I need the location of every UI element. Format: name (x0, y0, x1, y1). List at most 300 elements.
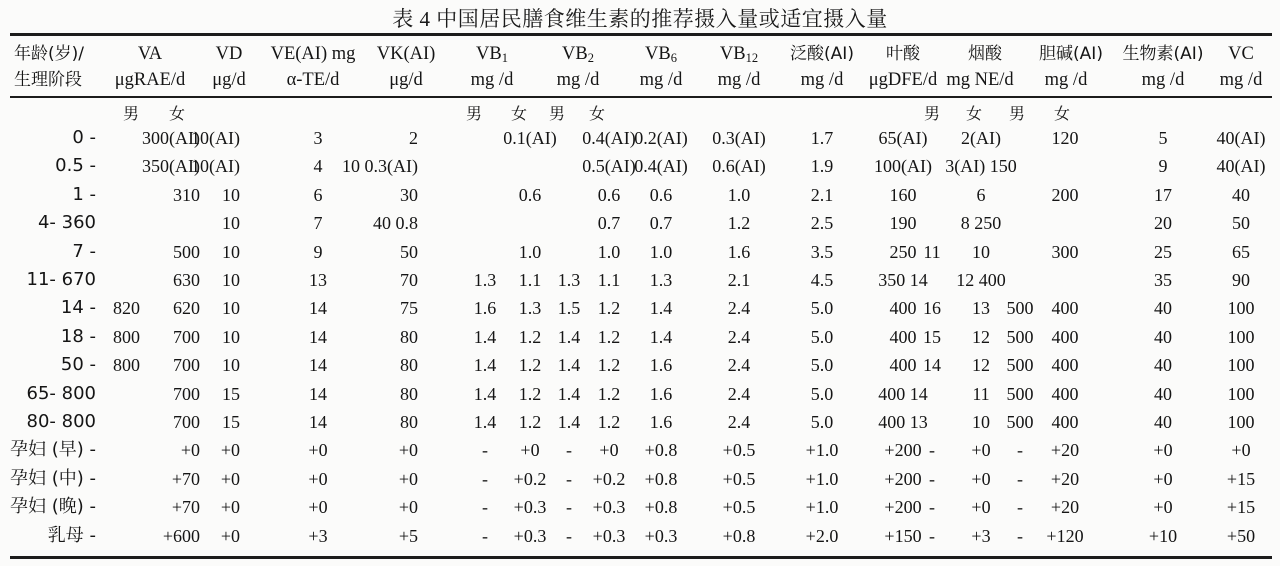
cell-vk: +0 (398, 440, 418, 461)
cell-va-f: +70 (171, 468, 200, 489)
cell-vb1-m: 1.6 (473, 298, 497, 319)
cell-vd: 15 (222, 412, 240, 432)
cell-vb2-f: 0.7 (597, 213, 621, 234)
subheader-va-female: 女 (168, 104, 186, 123)
cell-vb1-f: +0 (520, 440, 540, 461)
cell-biotin: +10 (1148, 525, 1178, 546)
cell-niacin-m: - (929, 468, 935, 489)
cell-niacin-f: 11 (972, 383, 990, 404)
cell-vk: 2 (409, 128, 418, 148)
cell-biotin: 25 (1154, 241, 1172, 262)
cell-choline-m: 500 (1006, 326, 1034, 347)
cell-vb6: +0.8 (644, 468, 678, 489)
cell-vb1-m: - (482, 525, 488, 546)
cell-biotin: +0 (1153, 468, 1173, 489)
cell-niacin-m: - (929, 497, 935, 518)
row-age-label: 7 - (72, 240, 96, 262)
header-vd-unit: μg/d (212, 70, 246, 90)
cell-vk: 70 (400, 270, 418, 290)
header-vb12-name: $VB_{12}$ (719, 44, 759, 65)
cell-vk: 50 (400, 241, 418, 262)
cell-pantothenic: +1.0 (805, 440, 839, 461)
cell-vd: 15 (222, 383, 240, 404)
cell-choline-f: 400 (1051, 355, 1079, 376)
cell-niacin-f: 13 (972, 298, 990, 319)
cell-ve: 14 (309, 326, 327, 347)
cell-vb1-m: - (482, 440, 488, 461)
cell-folate: 250 (889, 241, 917, 262)
cell-va-m: 800 (113, 326, 140, 347)
cell-vk: 80 (400, 355, 418, 376)
cell-ve: +3 (308, 525, 328, 546)
cell-folate: 400 (889, 326, 917, 347)
cell-vb2-f: 0.4(AI) (582, 128, 636, 148)
cell-vc: +15 (1226, 468, 1256, 489)
cell-vb6: +0.8 (644, 440, 678, 461)
cell-vc: 40(AI) (1216, 156, 1266, 177)
cell-vb2-f: 1.2 (597, 298, 621, 319)
header-vb6-name: $VB_6$ (645, 44, 677, 65)
cell-vb1-f: 1.3 (518, 298, 542, 319)
header-vk-name: VK(AI) (376, 44, 436, 64)
cell-vb2-m: - (566, 468, 572, 489)
cell-vb12: +0.5 (722, 440, 756, 461)
cell-choline-f: 400 (1051, 298, 1079, 319)
cell-pantothenic: +1.0 (805, 468, 839, 489)
cell-choline-f: 400 (1051, 326, 1079, 347)
cell-vb1-f: 1.1 (518, 270, 542, 290)
cell-pantothenic: 3.5 (810, 241, 834, 262)
cell-vc: 90 (1232, 270, 1250, 290)
cell-folate: +200 (884, 440, 922, 461)
row-age-label: 乳母 - (47, 524, 96, 546)
cell-ve: 9 (313, 241, 323, 262)
cell-va-f: 700 (173, 412, 200, 432)
cell-vc: 65 (1232, 241, 1250, 262)
cell-vb6: 1.4 (649, 326, 673, 347)
cell-pantothenic: +1.0 (805, 497, 839, 518)
cell-vb1-f: 1.0 (518, 241, 542, 262)
cell-choline-f: 300 (1051, 241, 1079, 262)
header-va-name: VA (137, 44, 163, 64)
cell-ve: 4 (313, 156, 323, 177)
cell-pantothenic: 1.7 (810, 128, 834, 148)
cell-va-f: 500 (173, 241, 200, 262)
cell-vb2-f: 1.2 (597, 383, 621, 404)
cell-niacin-f: 10 (972, 241, 990, 262)
subheader-niacin-male: 男 (923, 104, 941, 123)
cell-vd: 10 (222, 213, 240, 234)
cell-folate: 400 (889, 355, 917, 376)
cell-va-f: 310 (173, 184, 200, 205)
cell-niacin-m: 11 (923, 241, 941, 262)
subheader-vb2-male: 男 (548, 104, 566, 123)
cell-vc: 100 (1227, 383, 1255, 404)
cell-vc: 40(AI) (1216, 128, 1266, 148)
cell-vd: 10 (222, 270, 240, 290)
cell-ve: +0 (308, 468, 328, 489)
cell-vb6: 1.6 (649, 383, 673, 404)
cell-va-f: 700 (173, 326, 200, 347)
cell-vb12: +0.5 (722, 468, 756, 489)
header-vb2-unit: mg /d (556, 70, 600, 90)
cell-vb2-f: 1.2 (597, 355, 621, 376)
cell-va-f: +0 (180, 440, 200, 461)
row-age-label: 孕妇 (早) - (10, 439, 96, 461)
cell-va-f: +600 (162, 525, 200, 546)
cell-vd: +0 (220, 468, 240, 489)
cell-niacin-f: 12 (972, 326, 990, 347)
cell-biotin: 9 (1158, 156, 1168, 177)
cell-vd: 10 (222, 355, 240, 376)
cell-pantothenic: +2.0 (805, 525, 839, 546)
cell-vk: 10 0.3(AI) (342, 156, 418, 177)
cell-folate: 400 14 (878, 383, 928, 404)
row-age-label: 11- 670 (26, 269, 96, 290)
row-age-label: 0.5 - (55, 155, 96, 177)
cell-biotin: 40 (1154, 383, 1172, 404)
subheader-vb1-male: 男 (465, 104, 483, 123)
cell-pantothenic: 1.9 (810, 156, 834, 177)
cell-vb6: 1.6 (649, 412, 673, 432)
cell-vb12: 0.3(AI) (712, 128, 766, 148)
cell-folate: 160 (889, 184, 917, 205)
cell-pantothenic: 4.5 (810, 270, 834, 290)
row-age-label: 50 - (60, 354, 96, 376)
cell-vd: 10 (222, 326, 240, 347)
cell-vb6: 0.4(AI) (634, 156, 688, 177)
cell-vb1-f: +0.2 (513, 468, 547, 489)
cell-vc: +15 (1226, 497, 1256, 518)
row-age-label: 0 - (72, 127, 96, 148)
subheader-vb1-female: 女 (510, 104, 528, 123)
cell-ve: 6 (313, 184, 323, 205)
cell-vb12: 1.2 (727, 213, 751, 234)
cell-folate: +150 (884, 525, 922, 546)
cell-vb2-m: 1.4 (557, 355, 581, 376)
header-folate-unit: μgDFE/d (868, 70, 938, 90)
cell-choline-m: - (1017, 525, 1023, 546)
cell-vd: +0 (220, 525, 240, 546)
cell-vb2-f: +0 (599, 440, 619, 461)
row-age-label: 18 - (60, 325, 96, 347)
cell-vb6: 0.6 (649, 184, 673, 205)
cell-vk: 75 (400, 298, 418, 319)
cell-ve: 14 (309, 355, 327, 376)
cell-vb6: +0.3 (644, 525, 678, 546)
cell-folate: 100(AI) (874, 156, 932, 177)
cell-choline-f: +20 (1050, 440, 1080, 461)
cell-vc: +0 (1231, 440, 1251, 461)
cell-biotin: 20 (1154, 213, 1172, 234)
cell-vb12: 0.6(AI) (712, 156, 766, 177)
cell-choline-m: 500 (1006, 355, 1034, 376)
cell-niacin-f: 3(AI) 150 (945, 156, 1017, 177)
cell-vb1-m: 1.4 (473, 383, 497, 404)
cell-vb12: +0.8 (722, 525, 756, 546)
cell-va-f: 630 (173, 270, 200, 290)
cell-ve: 14 (309, 412, 327, 432)
subheader-vb2-female: 女 (588, 104, 606, 123)
row-age-label: 1 - (72, 183, 96, 205)
table-rule-top (10, 33, 1272, 36)
cell-vc: 100 (1227, 326, 1255, 347)
subheader-niacin-female: 女 (965, 104, 983, 123)
cell-vb1-f: 1.2 (518, 383, 542, 404)
cell-va-m: 820 (113, 298, 140, 319)
cell-vb2-f: 0.6 (597, 184, 621, 205)
cell-vb6: 1.4 (649, 298, 673, 319)
cell-vc: +50 (1226, 525, 1256, 546)
cell-va-f: 620 (173, 298, 200, 319)
subheader-va-male: 男 (122, 104, 140, 123)
header-pantothenic-name: 泛酸(AI) (790, 44, 854, 64)
cell-choline-m: - (1017, 497, 1023, 518)
header-niacin-name: 烟酸 (968, 44, 1002, 64)
cell-vb1-f: +0.3 (513, 497, 547, 518)
cell-niacin-f: 6 (976, 184, 986, 205)
cell-vb1-m: - (482, 468, 488, 489)
cell-va-f: 700 (173, 355, 200, 376)
cell-vb6: +0.8 (644, 497, 678, 518)
cell-vb12: 2.4 (727, 326, 751, 347)
cell-vc: 100 (1227, 412, 1255, 432)
header-niacin-unit: mg NE/d (946, 70, 1014, 90)
header-vb1-unit: mg /d (470, 70, 514, 90)
cell-vb1-f: +0.3 (513, 525, 547, 546)
cell-vb2-m: 1.4 (557, 383, 581, 404)
cell-pantothenic: 5.0 (810, 298, 834, 319)
cell-biotin: 40 (1154, 355, 1172, 376)
cell-va-f: 300(AI) (142, 128, 200, 148)
cell-folate: 350 14 (878, 270, 928, 290)
cell-vd: 10(AI) (191, 156, 240, 177)
cell-vb1-f: 1.2 (518, 326, 542, 347)
cell-pantothenic: 5.0 (810, 383, 834, 404)
cell-vb2-f: 1.0 (597, 241, 621, 262)
cell-vb1-m: 1.4 (473, 412, 497, 432)
header-vb12-unit: mg /d (717, 70, 761, 90)
cell-vb1-f: 0.1(AI) (503, 128, 557, 148)
cell-folate: 65(AI) (878, 128, 928, 148)
cell-vb1-m: 1.3 (473, 270, 497, 290)
header-ve-name: VE(AI) mg (270, 44, 356, 64)
cell-vc: 50 (1232, 213, 1250, 234)
cell-niacin-f: +0 (971, 468, 991, 489)
cell-niacin-m: 15 (923, 326, 941, 347)
row-age-label: 4- 360 (37, 212, 96, 234)
header-ve-unit: α-TE/d (286, 70, 340, 90)
header-biotin-name: 生物素(AI) (1122, 44, 1204, 64)
header-vb2-name: $VB_2$ (562, 44, 594, 65)
row-age-label: 孕妇 (中) - (10, 467, 96, 489)
cell-vb12: 2.4 (727, 298, 751, 319)
cell-vk: 40 0.8 (373, 213, 418, 234)
cell-biotin: 40 (1154, 326, 1172, 347)
cell-vk: 80 (400, 383, 418, 404)
cell-biotin: +0 (1153, 497, 1173, 518)
cell-ve: 13 (309, 270, 327, 290)
cell-va-f: 350(AI) (142, 156, 200, 177)
cell-vd: +0 (220, 497, 240, 518)
cell-vb2-f: 1.1 (597, 270, 621, 290)
cell-biotin: 40 (1154, 412, 1172, 432)
header-pantothenic-unit: mg /d (800, 70, 844, 90)
cell-vb6: 0.7 (649, 213, 673, 234)
header-vc-name: VC (1228, 44, 1254, 64)
cell-vk: 30 (400, 184, 418, 205)
cell-vd: 10 (222, 241, 240, 262)
cell-vb12: 2.4 (727, 383, 751, 404)
cell-niacin-f: +0 (971, 440, 991, 461)
cell-biotin: 35 (1154, 270, 1172, 290)
cell-vb2-m: 1.3 (557, 270, 581, 290)
cell-ve: 14 (309, 298, 327, 319)
cell-choline-m: 500 (1006, 298, 1034, 319)
cell-choline-f: 400 (1051, 412, 1079, 432)
cell-vk: +5 (398, 525, 418, 546)
header-vb1-name: $VB_1$ (476, 44, 508, 65)
cell-niacin-m: 16 (923, 298, 941, 319)
header-vk-unit: μg/d (389, 70, 423, 90)
cell-va-m: 800 (113, 355, 140, 376)
cell-vb12: 1.0 (727, 184, 751, 205)
cell-niacin-f: +0 (971, 497, 991, 518)
cell-choline-m: 500 (1006, 412, 1034, 432)
cell-choline-m: - (1017, 440, 1023, 461)
cell-vb2-m: 1.4 (557, 412, 581, 432)
header-vd-name: VD (215, 44, 243, 64)
cell-vb1-f: 1.2 (518, 412, 542, 432)
cell-vk: 80 (400, 326, 418, 347)
cell-niacin-f: 12 400 (956, 270, 1006, 290)
cell-ve: 14 (309, 383, 327, 404)
cell-niacin-m: - (929, 525, 935, 546)
cell-niacin-m: - (929, 440, 935, 461)
cell-vb12: 2.4 (727, 355, 751, 376)
header-choline-unit: mg /d (1044, 70, 1088, 90)
cell-vd: 10(AI) (191, 128, 240, 148)
cell-choline-m: 500 (1006, 383, 1034, 404)
cell-vk: +0 (398, 497, 418, 518)
cell-pantothenic: 2.1 (810, 184, 834, 205)
cell-choline-f: 120 (1051, 128, 1079, 148)
cell-vb6: 1.3 (649, 270, 673, 290)
header-biotin-unit: mg /d (1141, 70, 1185, 90)
header-va-unit: μgRAE/d (114, 70, 186, 90)
cell-vb1-m: 1.4 (473, 326, 497, 347)
cell-vb2-f: +0.3 (592, 497, 626, 518)
cell-vb1-m: 1.4 (473, 355, 497, 376)
cell-vb6: 1.0 (649, 241, 673, 262)
cell-vd: 10 (222, 298, 240, 319)
cell-folate: 400 13 (878, 412, 928, 432)
cell-choline-f: 400 (1051, 383, 1079, 404)
cell-pantothenic: 5.0 (810, 412, 834, 432)
table-title: 表 4 中国居民膳食维生素的推荐摄入量或适宜摄入量 (392, 7, 888, 31)
subheader-choline-male: 男 (1008, 104, 1026, 123)
cell-vb12: 2.4 (727, 412, 751, 432)
cell-pantothenic: 2.5 (810, 213, 834, 234)
cell-folate: 400 (889, 298, 917, 319)
cell-vb1-m: - (482, 497, 488, 518)
cell-vd: 10 (222, 184, 240, 205)
cell-vb6: 1.6 (649, 355, 673, 376)
header-choline-name: 胆碱(AI) (1039, 44, 1103, 64)
cell-folate: 190 (889, 213, 917, 234)
cell-va-f: 700 (173, 383, 200, 404)
cell-vb1-f: 1.2 (518, 355, 542, 376)
cell-vb12: 2.1 (727, 270, 751, 290)
header-age-line2: 生理阶段 (14, 70, 82, 90)
cell-vb2-m: - (566, 497, 572, 518)
cell-vb2-f: +0.3 (592, 525, 626, 546)
cell-va-f: +70 (171, 497, 200, 518)
cell-biotin: +0 (1153, 440, 1173, 461)
subheader-choline-female: 女 (1053, 104, 1071, 123)
cell-niacin-m: 14 (923, 355, 941, 376)
cell-vd: +0 (220, 440, 240, 461)
cell-ve: +0 (308, 497, 328, 518)
cell-vb12: +0.5 (722, 497, 756, 518)
header-vc-unit: mg /d (1219, 70, 1263, 90)
cell-vk: 80 (400, 412, 418, 432)
cell-choline-f: +20 (1050, 468, 1080, 489)
cell-ve: +0 (308, 440, 328, 461)
cell-folate: +200 (884, 468, 922, 489)
cell-ve: 3 (313, 128, 323, 148)
header-age-line1: 年龄(岁)/ (14, 44, 84, 64)
cell-vc: 100 (1227, 355, 1255, 376)
header-folate-name: 叶酸 (886, 44, 920, 64)
cell-vb6: 0.2(AI) (634, 128, 688, 148)
table-rule-bottom (10, 556, 1272, 559)
header-vb6-unit: mg /d (639, 70, 683, 90)
cell-vb2-m: 1.4 (557, 326, 581, 347)
cell-vb2-f: 0.5(AI) (582, 156, 636, 177)
cell-vc: 100 (1227, 298, 1255, 319)
cell-niacin-f: 10 (972, 412, 990, 432)
cell-vb2-m: - (566, 440, 572, 461)
cell-niacin-f: 12 (972, 355, 990, 376)
cell-ve: 7 (313, 213, 323, 234)
cell-vb2-f: 1.2 (597, 412, 621, 432)
cell-vb2-f: 1.2 (597, 326, 621, 347)
cell-vb2-f: +0.2 (592, 468, 626, 489)
cell-pantothenic: 5.0 (810, 326, 834, 347)
row-age-label: 80- 800 (26, 411, 96, 432)
cell-biotin: 17 (1154, 184, 1172, 205)
cell-biotin: 5 (1158, 128, 1168, 148)
row-age-label: 孕妇 (晚) - (10, 496, 96, 518)
cell-biotin: 40 (1154, 298, 1172, 319)
cell-vc: 40 (1232, 184, 1250, 205)
cell-niacin-f: 2(AI) (961, 128, 1001, 148)
cell-vb1-f: 0.6 (518, 184, 542, 205)
row-age-label: 14 - (60, 297, 96, 319)
cell-choline-f: +120 (1046, 525, 1084, 546)
cell-choline-f: +20 (1050, 497, 1080, 518)
row-age-label: 65- 800 (26, 382, 96, 404)
cell-niacin-f: 8 250 (960, 213, 1002, 234)
table-rule-header (10, 96, 1272, 98)
cell-vb12: 1.6 (727, 241, 751, 262)
cell-choline-m: - (1017, 468, 1023, 489)
cell-vb2-m: - (566, 525, 572, 546)
cell-niacin-f: +3 (971, 525, 991, 546)
cell-folate: +200 (884, 497, 922, 518)
cell-choline-f: 200 (1051, 184, 1079, 205)
